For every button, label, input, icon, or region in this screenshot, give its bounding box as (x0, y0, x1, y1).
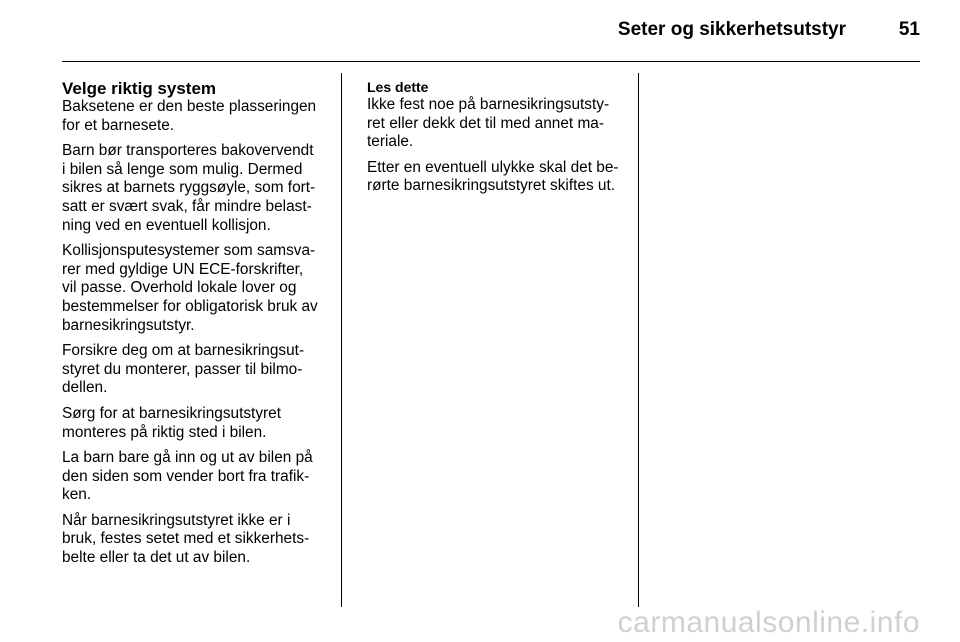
text-line: bestemmelser for obligatorisk bruk av (62, 297, 318, 315)
text-line: Etter en eventuell ulykke skal det be- (367, 158, 619, 176)
text-line: Ikke fest noe på barnesikringsutsty- (367, 96, 610, 113)
text-line: for et barnesete. (62, 116, 175, 134)
text-line: i bilen så lenge som mulig. Dermed (62, 160, 303, 178)
text-line: Barn bør transporteres bakovervendt (62, 142, 314, 160)
text-line: dellen. (62, 379, 108, 397)
left-paragraphs (62, 98, 337, 568)
text-line: Når barnesikringsutstyret ikke er i (62, 511, 291, 529)
text-line: La barn bare gå inn og ut av bilen på (62, 449, 313, 467)
text-line: rørte barnesikringsutstyret skiftes ut. (367, 177, 616, 195)
paragraph (62, 242, 337, 335)
note-heading: Les dette (367, 79, 429, 95)
text-line: den siden som vender bort fra trafik- (62, 467, 310, 485)
text-line: teriale. (367, 133, 414, 151)
text-line: satt er svært svak, får mindre belast- (62, 197, 312, 215)
text-line: barnesikringsutstyr. (62, 316, 195, 334)
right-paragraphs (367, 96, 629, 196)
section-heading: Velge riktig system (62, 79, 217, 98)
paragraph (62, 98, 337, 135)
text-line: ken. (62, 486, 92, 504)
text-line: sikres at barnets ryggsøyle, som fort- (62, 179, 316, 197)
paragraph (62, 142, 337, 235)
text-line: Baksetene er den beste plasseringen (62, 98, 317, 115)
paragraph (62, 512, 337, 568)
text-line: vil passe. Overhold lokale lover og (62, 279, 297, 297)
text-line: monteres på riktig sted i bilen. (62, 423, 267, 441)
right-column (367, 76, 629, 203)
paragraph (367, 159, 629, 196)
text-line: belte eller ta det ut av bilen. (62, 549, 251, 567)
text-line: Sørg for at barnesikringsutstyret (62, 404, 281, 422)
text-line: Kollisjonsputesystemer som samsva- (62, 242, 316, 260)
paragraph (367, 96, 629, 152)
watermark-text: carmanualsonline.info (617, 606, 920, 639)
text-line: bruk, festes setet med et sikkerhets- (62, 530, 310, 548)
page-number: 51 (898, 19, 920, 40)
text-line: ret eller dekk det til med annet ma- (367, 114, 604, 132)
text-line: ning ved en eventuell kollisjon. (62, 216, 271, 234)
header-divider (62, 61, 920, 62)
column-divider-left (341, 73, 342, 607)
paragraph (62, 449, 337, 505)
text-line: rer med gyldige UN ECE-forskrifter, (62, 260, 304, 278)
header-title: Seter og sikkerhetsutstyr (617, 19, 846, 40)
paragraph (62, 342, 337, 398)
text-line: styret du monterer, passer til bilmo- (62, 360, 303, 378)
left-column (62, 76, 337, 575)
column-divider-right (638, 73, 639, 607)
text-line: Forsikre deg om at barnesikringsut- (62, 342, 305, 360)
paragraph (62, 405, 337, 442)
